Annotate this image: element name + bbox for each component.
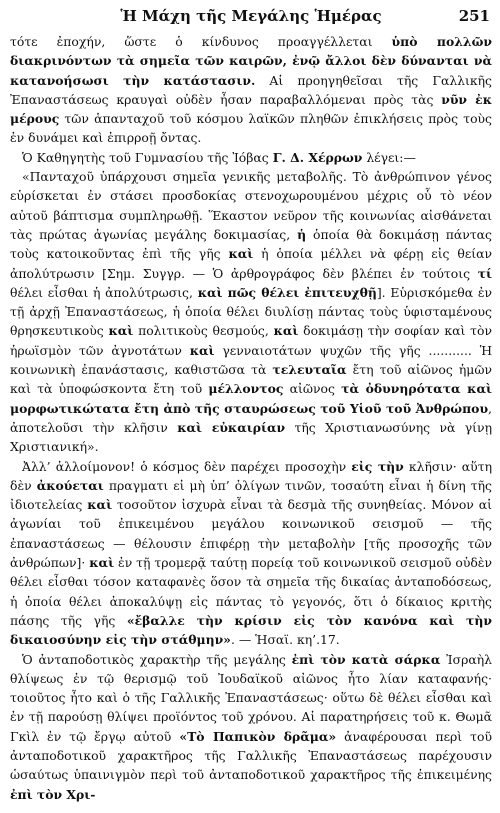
bold-text-run: καὶ: [228, 246, 254, 262]
text-run: πολιτικοὺς θεσμούς,: [133, 323, 274, 339]
text-run: δοκιμάσῃ τὴν σοφίαν καὶ τὸν ἡρωϊσμὸν τῶν ἀγνοτάτων: [10, 323, 493, 358]
bold-text-run: νῦν ἐκ μέρους: [10, 91, 493, 127]
bold-text-run: ἡ: [297, 226, 307, 242]
text-run: , ἀποτελοῦσι τὴν κλῆσιν: [10, 400, 492, 435]
text-run: Ἰσραὴλ θλίψεως ἐν τῷ θερισμῷ τοῦ Ἰουδαϊκοῦ αἰῶνος ἦτο λίαν καταφανής· τοιοῦτος ἦτο καὶ ὁ τῆς Γαλλικῆς Ἐπαναστάσεως· οὕτω δὲ θέλει εἶσθαι καὶ ἐν τῇ παρούσῃ θλίψει προϊόντος τοῦ χρόνου. Αἱ παρατηρήσεις τοῦ κ. Θωμᾶ Γκὶλ ἐν τῷ ἔργῳ αὐτοῦ: [10, 651, 493, 744]
text-run: θέλει εἶσθαι ἡ ἀπολύτρωσις,: [10, 284, 198, 300]
text-run: ὁποία θὰ δοκιμάσῃ πάντας τοὺς κατοικοῦντας ἐπὶ τῆς γῆς: [10, 226, 492, 262]
bold-text-run: ἐπὶ τὸν κατὰ σάρκα: [291, 651, 441, 667]
bold-text-run: τελευταῖα: [272, 362, 347, 378]
bold-text-run: καὶ εὐκαιρίαν: [177, 419, 286, 435]
paragraph: [10, 167, 492, 456]
book-page: [10, 6, 492, 804]
text-run: τοσοῦτον ἰσχυρὰ εἶναι τὰ δεσμὰ τῆς συνηθείας. Μόνον αἱ ἀγωνίαι τοῦ ἐπικειμένου μεγάλου κοινωνικοῦ σεισμοῦ — τῆς ἐπαναστάσεως — θέλουσιν ἐπιφέρῃ τὴν μεταβολὴν [τῆς προσοχῆς τῶν ἀνθρώπων]·: [10, 497, 492, 571]
text-run: . — Ἡσαϊ. κη’.17.: [230, 632, 340, 648]
paragraph: [10, 457, 492, 650]
text-run: Ὁ Καθηγητὴς τοῦ Γυμνασίου τῆς Ἰόβας: [22, 149, 273, 165]
text-run: ἡ ὁποία μέλλει νὰ φέρῃ εἰς θείαν ἀπολύτρωσιν [Σημ. Συγγρ. — Ὁ ἀρθρογράφος δὲν βλέπει ἐν τούτοις: [10, 246, 492, 281]
bold-text-run: «ἔβαλλε τὴν κρίσιν εἰς τὸν κανόνα καὶ τὴν δικαιοσύνην εἰς τὴν στάθμην»: [10, 612, 492, 648]
bold-text-run: τί: [477, 265, 492, 281]
text-run: ἐν τῇ τρομερᾷ ταύτῃ πορείᾳ τοῦ κοινωνικοῦ σεισμοῦ οὐδὲν θέλει εἶσθαι τόσον καταφανὲς ὅσον τὰ σημεῖα τῆς δικαίας ἀνταποδόσεως, ἡ ὁποία θέλει ἀποκαλύψῃ εἰς πάντας τὸ γεγονός, ὅτι ὁ δίκαιος κριτὴς πάσης τῆς γῆς: [10, 555, 492, 628]
bold-text-run: «Τὸ Παπικὸν δρᾶμα»: [179, 728, 337, 744]
running-title: Ἡ Μάχη τῆς Μεγάλης Ἡμέρας: [120, 7, 382, 25]
bold-text-run: τὰ ὀδυνηρότατα καὶ μορφωτικώτατα ἔτη ἀπὸ τῆς σταυρώσεως τοῦ Υἱοῦ τοῦ Ἀνθρώπου: [10, 381, 492, 416]
text-run: τῶν ἁπανταχοῦ τοῦ κόσμου λαϊκῶν πληθῶν ἐπικλήσεις πρὸς τοὺς ἐν δυνάμει καὶ ἐπιρροῇ ὄντας.: [10, 111, 492, 146]
body-text: [10, 32, 492, 804]
paragraph: [10, 148, 492, 167]
text-run: Αἱ προηγηθεῖσαι τῆς Γαλλικῆς Ἐπαναστάσεως κραυγαὶ οὐδὲν ἦσαν παραβαλλόμεναι πρὸς τὰς: [10, 72, 492, 107]
text-run: πραγματι εἰ μὴ ὑπ’ ὀλίγων τινῶν, τοσαύτη εἶναι ἡ δίνη τῆς ἰδιοτελείας: [10, 477, 492, 513]
bold-text-run: ἀκούεται: [36, 477, 104, 493]
text-run: τότε ἐποχήν, ὥστε ὁ κίνδυνος προαγγέλλεται: [10, 34, 392, 49]
bold-text-run: μέλλοντος: [208, 381, 284, 397]
bold-text-run: ἐπὶ τὸν Χρι-: [10, 786, 96, 802]
bold-text-run: καὶ: [89, 555, 115, 571]
text-run: ]. Εὑρισκόμεθα ἐν τῇ ἀρχῇ Ἐπαναστάσεως, ἡ ὁποία θέλει διυλίσῃ πάντας τοὺς ὑφισταμένους θρησκευτικοὺς: [10, 284, 493, 339]
bold-text-run: ὑπὸ πολλῶν διακρινόντων τὰ σημεῖα τῶν καιρῶν, ἐνῷ ἄλλοι δὲν δύνανται νὰ κατανοήσωσι τὴν κατάστασιν.: [10, 34, 492, 88]
text-run: τῆς Χριστιανωσύνης νὰ γίνῃ Χριστιανική».: [10, 419, 492, 455]
bold-text-run: Γ. Δ. Χέρρων: [272, 149, 363, 165]
paragraph: [10, 32, 492, 148]
bold-text-run: εἰς τὴν: [351, 458, 404, 474]
text-run: λέγει:—: [362, 149, 416, 165]
text-run: κλῆσιν· αὕτη δὲν: [10, 458, 492, 493]
paragraph: [10, 650, 492, 804]
page-number: 251: [458, 7, 490, 25]
text-run: αἰῶνος: [283, 381, 342, 397]
bold-text-run: καὶ πῶς θέλει ἐπιτευχθῇ: [197, 284, 377, 300]
text-run: «Πανταχοῦ ὑπάρχουσι σημεῖα γενικῆς μεταβολῆς. Τὸ ἀνθρώπινον γένος εὑρίσκεται ἐν στάσει προσδοκίας στενοχωρουμένου μέχρις οὗ τὸ νέον αὐτοῦ βάπτισμα συμπληρωθῇ. Ἕκαστον νεῦρον τῆς κοινωνίας αἰσθάνεται τὰς πρώτας ἀγωνίας μεγάλης δοκιμασίας,: [10, 169, 492, 242]
bold-text-run: καὶ: [87, 497, 113, 513]
text-run: Ὁ ἀνταποδοτικὸς χαρακτὴρ τῆς μεγάλης: [22, 651, 292, 667]
text-run: γενναιοτάτων ψυχῶν τῆς γῆς ........... Ἡ κοινωνικὴ ἐπανάστασις, καθιστῶσα τὰ: [10, 342, 492, 378]
bold-text-run: καὶ: [189, 342, 215, 358]
page-header: [10, 6, 492, 32]
text-run: ἔτη τοῦ αἰῶνος ἡμῶν καὶ τὰ ὑποφώσκοντα ἔτη τοῦ: [10, 362, 492, 397]
bold-text-run: καὶ: [108, 323, 134, 339]
text-run: Ἀλλ’ ἀλλοίμονον! ὁ κόσμος δὲν παρέχει προσοχὴν: [22, 458, 352, 474]
text-run: ἀναφέρουσαι περὶ τοῦ ἀνταποδοτικοῦ χαρακτῆρος τῆς Γαλλικῆς Ἐπαναστάσεως παρέχουσιν ὡσαύτως ὑπαινιγμὸν περὶ τοῦ ἀνταποδοτικοῦ χαρακτῆρος τῆς ἐπικειμένης: [10, 728, 492, 783]
bold-text-run: καὶ: [273, 323, 299, 339]
